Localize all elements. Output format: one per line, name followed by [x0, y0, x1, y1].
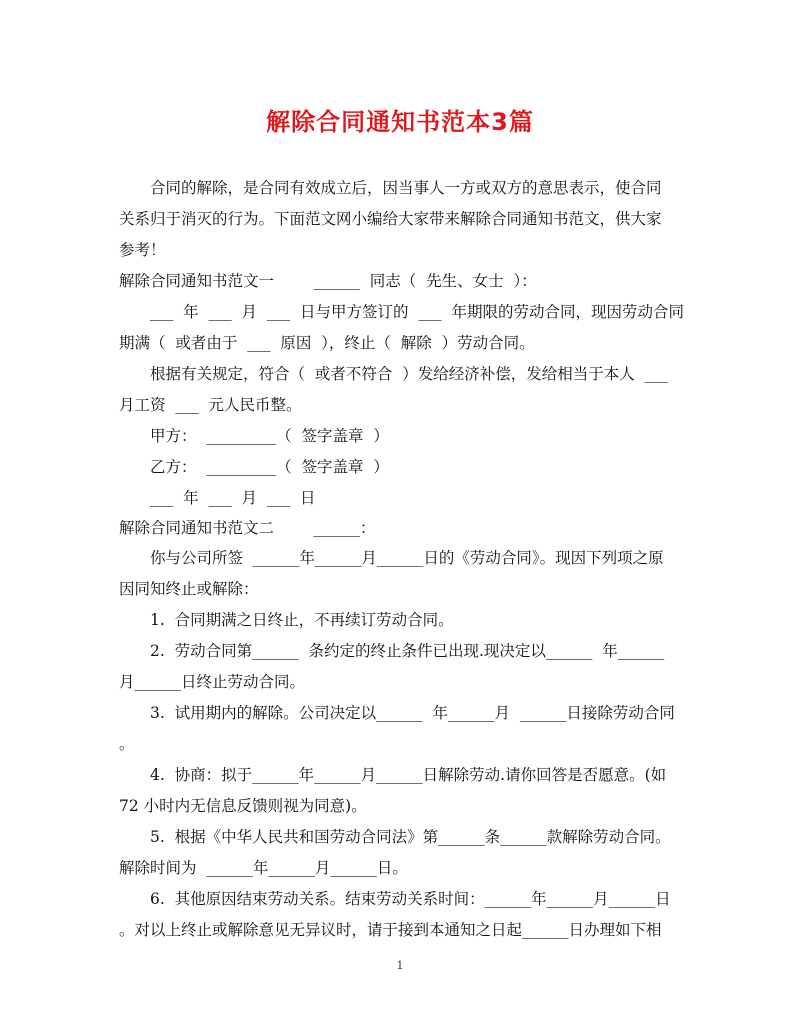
list-item-3-line-1: 3. 试用期内的解除。公司决定以______ 年______月 ______日接除劳动合同 — [150, 704, 675, 722]
paragraph-line-sample1-1: ___ 年 ___ 月 ___ 日与甲方签订的 ___ 年期限的劳动合同，现因劳动合同 — [150, 303, 684, 321]
list-item-4-line-2: 72 小时内无信息反馈则视为同意)。 — [119, 797, 367, 815]
paragraph-line-sample1-3: 根据有关规定，符合（ 或者不符合 ）发给经济补偿，发给相当于本人 ___ — [150, 365, 668, 383]
paragraph-line-sample2-2: 因同知终止或解除： — [119, 580, 259, 598]
list-item-5-line-2: 解除时间为 ______年______月______日。 — [119, 859, 408, 877]
list-item-4-line-1: 4. 协商：拟于______年______月______日解除劳动.请你回答是否愿意。(如 — [150, 766, 667, 784]
list-item-5-line-1: 5. 根据《中华人民共和国劳动合同法》第______条______款解除劳动合同。 — [150, 828, 671, 846]
document-title: 解除合同通知书范本3篇 — [266, 108, 534, 136]
paragraph-line-sample2-1: 你与公司所签 ______年______月______日的《劳动合同》。现因下列项之原 — [150, 549, 664, 567]
list-item-2-line-2: 月______日终止劳动合同。 — [119, 673, 306, 691]
section-heading-sample-2: 解除合同通知书范文二 ______： — [119, 519, 376, 537]
list-item-6-line-1: 6. 其他原因结束劳动关系。结束劳动关系时间：______年______月______日 — [150, 890, 671, 908]
signature-line-party-b: 乙方： _________（ 签字盖章 ） — [150, 458, 389, 476]
list-item-6-line-2: 。对以上终止或解除意见无异议时，请于接到本通知之日起______日办理如下相 — [119, 921, 662, 939]
paragraph-line-sample1-4: 月工资 ___ 元人民币整。 — [119, 396, 302, 414]
paragraph-line-intro-3: 参考！ — [119, 241, 166, 259]
paragraph-line-intro-1: 合同的解除，是合同有效成立后，因当事人一方或双方的意思表示，使合同 — [150, 179, 662, 197]
paragraph-line-intro-2: 关系归于消灭的行为。下面范文网小编给大家带来解除合同通知书范文，供大家 — [119, 210, 662, 228]
list-item-1: 1. 合同期满之日终止，不再续订劳动合同。 — [150, 611, 454, 629]
paragraph-line-sample1-2: 期满（ 或者由于 ___ 原因 ），终止（ 解除 ）劳动合同。 — [119, 334, 535, 352]
signature-line-party-a: 甲方： _________（ 签字盖章 ） — [150, 427, 389, 445]
list-item-2-line-1: 2. 劳动合同第______ 条约定的终止条件已出现.现决定以______ 年______ — [150, 642, 665, 660]
date-line-sample-1: ___ 年 ___ 月 ___ 日 — [150, 489, 316, 507]
page-number: 1 — [396, 959, 404, 972]
section-heading-sample-1: 解除合同通知书范文一 ______ 同志（ 先生、女士 ）： — [119, 272, 537, 290]
list-item-3-line-2: 。 — [119, 735, 135, 753]
